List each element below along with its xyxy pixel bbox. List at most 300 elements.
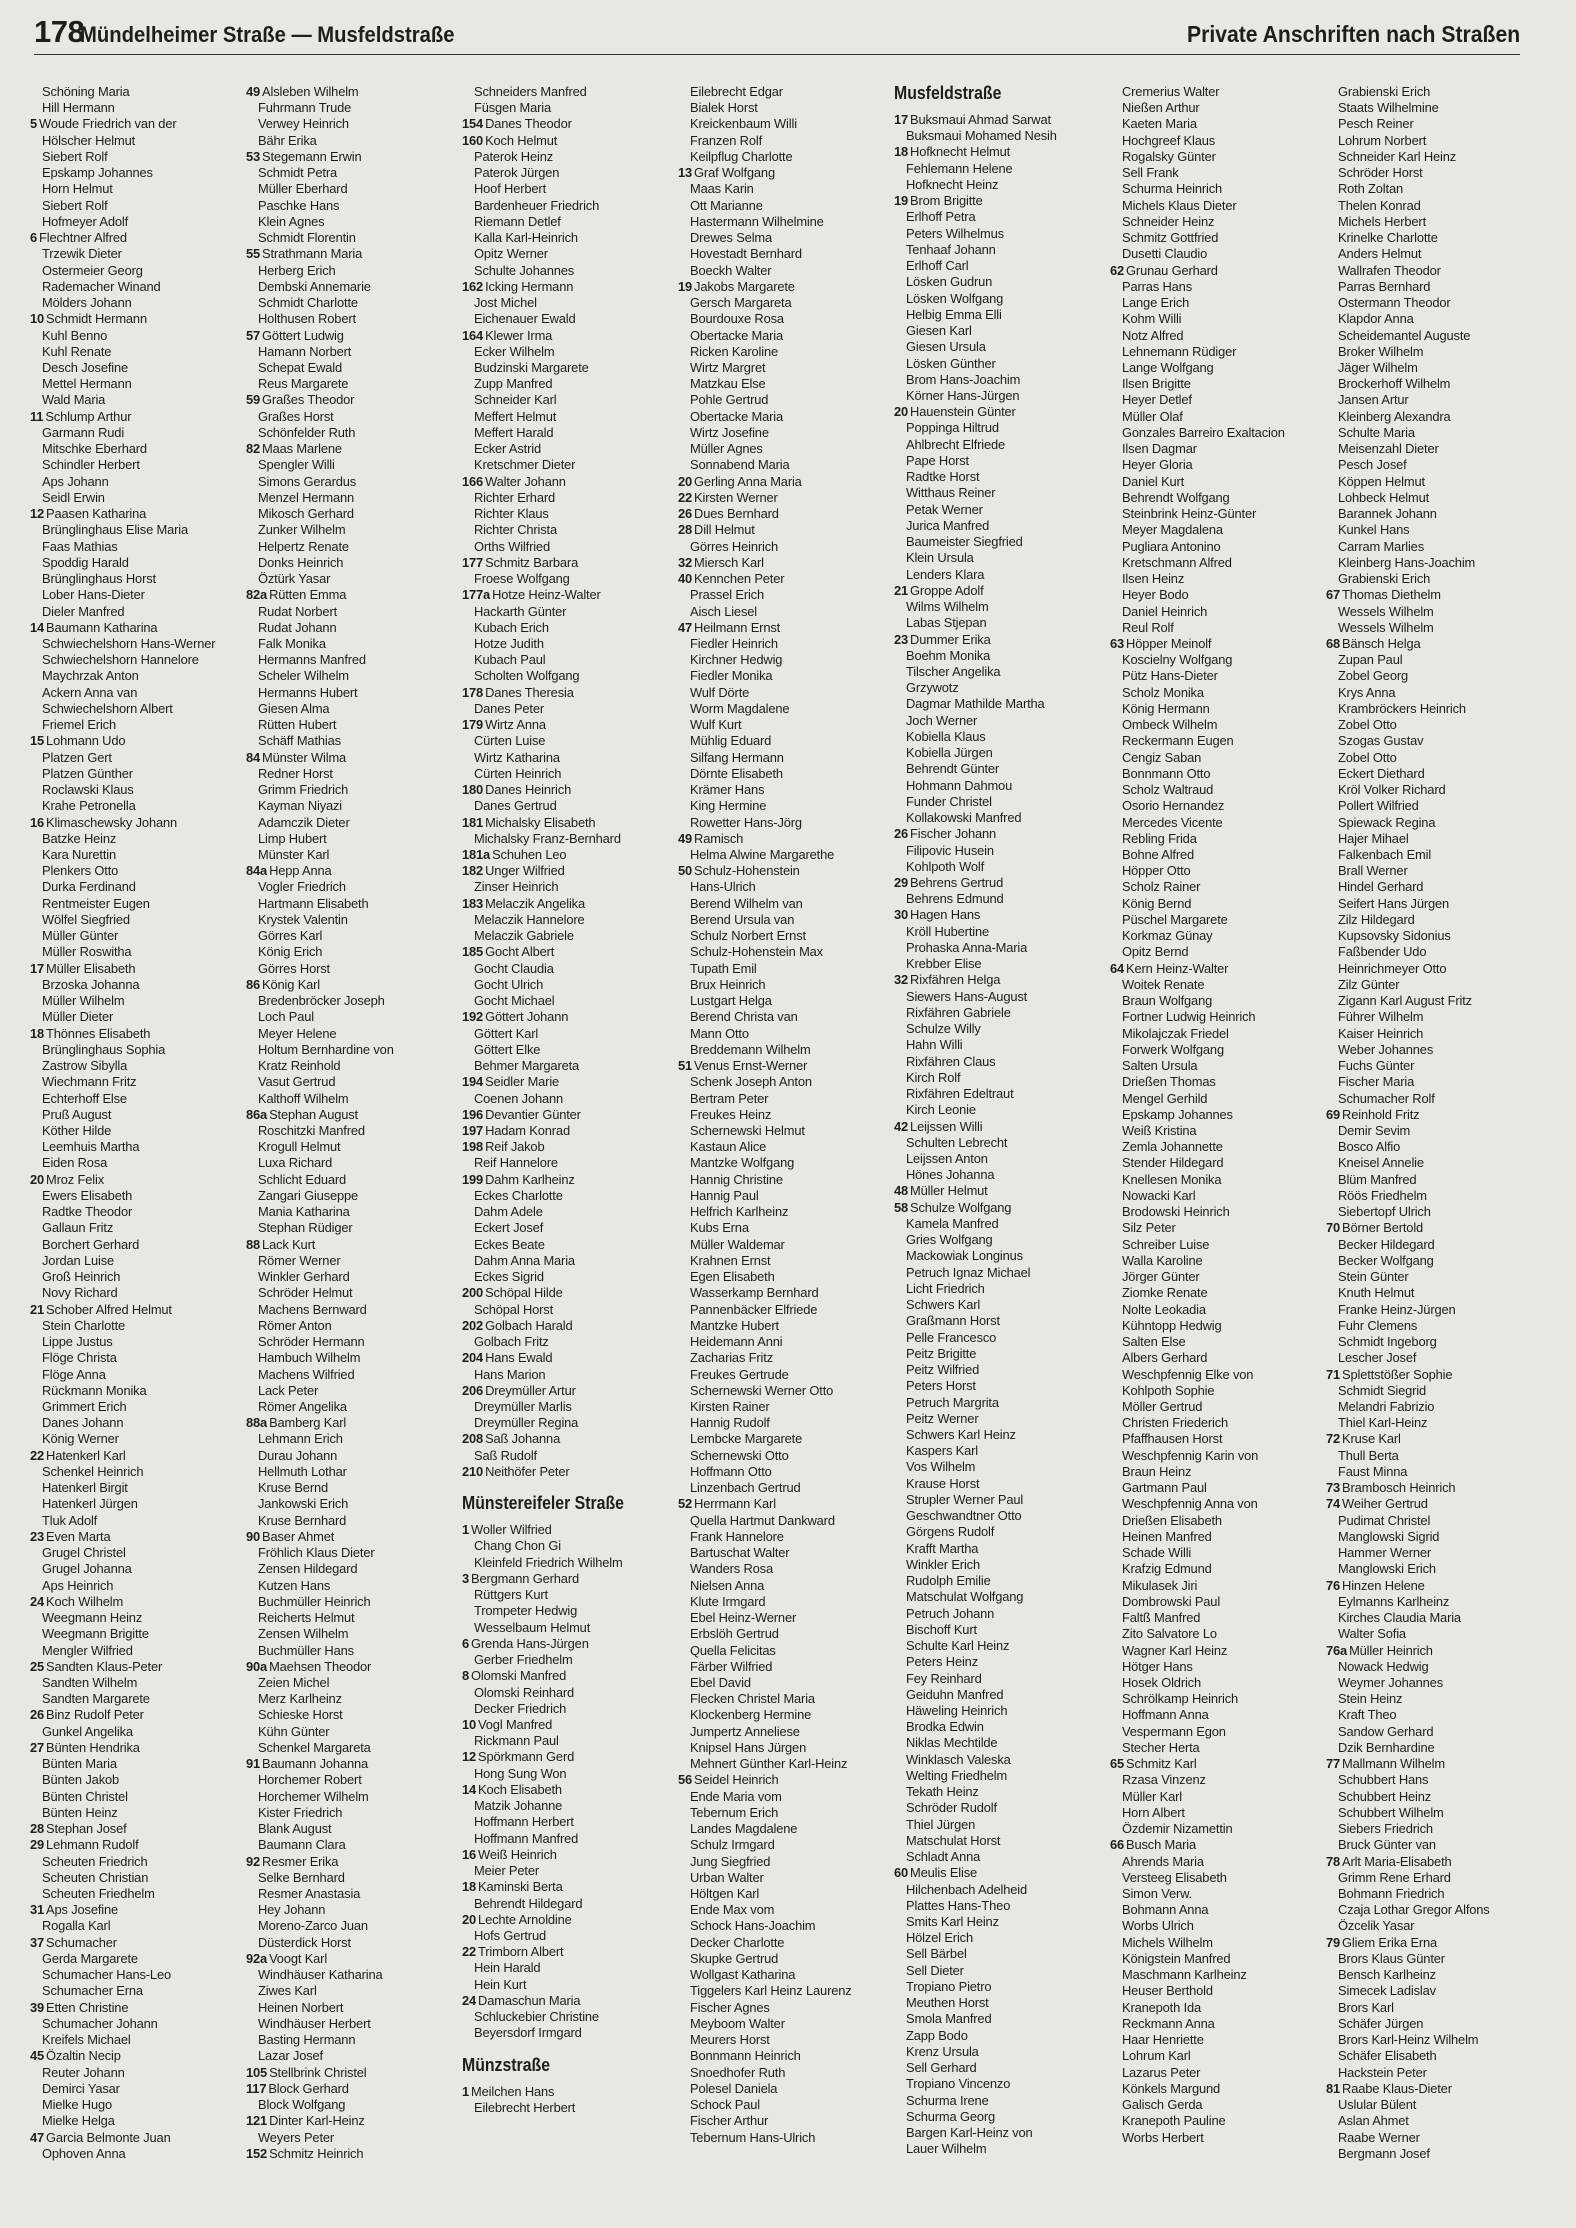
resident-entry bbox=[246, 506, 454, 522]
house-number: 181a bbox=[462, 847, 491, 863]
resident-entry bbox=[678, 912, 886, 928]
resident-name: Melandri Fabrizio bbox=[1338, 1398, 1435, 1414]
resident-name: Kruse Bernhard bbox=[258, 1512, 347, 1528]
resident-entry bbox=[894, 1671, 1102, 1687]
resident-name: Schumacher bbox=[46, 1934, 117, 1950]
house-number: 152 bbox=[246, 2145, 268, 2161]
resident-entry bbox=[894, 2109, 1102, 2125]
resident-entry bbox=[462, 1155, 670, 1171]
resident-name: Tenhaaf Johann bbox=[906, 241, 996, 257]
resident-entry bbox=[1326, 522, 1534, 538]
resident-name: Wallrafen Theodor bbox=[1338, 262, 1441, 278]
resident-entry bbox=[894, 323, 1102, 339]
house-number: 181 bbox=[462, 814, 484, 830]
resident-entry bbox=[246, 1805, 454, 1821]
resident-name: Worbs Ulrich bbox=[1122, 1918, 1194, 1934]
resident-entry bbox=[678, 1675, 886, 1691]
resident-name: Mettel Hermann bbox=[42, 376, 132, 392]
resident-name: Fiedler Heinrich bbox=[690, 635, 778, 651]
house-number: 10 bbox=[30, 311, 45, 327]
resident-entry bbox=[1110, 165, 1318, 181]
resident-entry bbox=[678, 1724, 886, 1740]
house-number: 65 bbox=[1110, 1756, 1125, 1772]
resident-name: Schindler Herbert bbox=[42, 457, 140, 473]
resident-name: Schenkel Heinrich bbox=[42, 1463, 144, 1479]
resident-name: Platzen Günther bbox=[42, 765, 133, 781]
resident-entry bbox=[462, 1863, 670, 1879]
resident-entry bbox=[30, 246, 238, 262]
resident-name: Baumann Katharina bbox=[46, 619, 158, 635]
resident-entry bbox=[462, 2084, 670, 2100]
resident-entry bbox=[30, 717, 238, 733]
resident-entry bbox=[894, 956, 1102, 972]
house-number: 21 bbox=[894, 582, 909, 598]
resident-entry bbox=[462, 1749, 670, 1765]
resident-name: Hannig Christine bbox=[690, 1171, 783, 1187]
resident-entry bbox=[678, 1886, 886, 1902]
resident-name: Meurers Horst bbox=[690, 2032, 770, 2048]
resident-entry bbox=[894, 599, 1102, 615]
house-number: 1 bbox=[462, 2083, 470, 2099]
resident-name: Tropiano Pietro bbox=[906, 1978, 992, 1994]
resident-entry bbox=[678, 1383, 886, 1399]
resident-name: Faßbender Udo bbox=[1338, 944, 1427, 960]
resident-name: Hoffmann Manfred bbox=[474, 1830, 579, 1846]
resident-entry bbox=[678, 620, 886, 636]
resident-name: Krenz Ursula bbox=[906, 2043, 979, 2059]
resident-name: Könkels Margund bbox=[1122, 2080, 1221, 2096]
resident-name: Lohbeck Helmut bbox=[1338, 489, 1430, 505]
resident-name: Heinen Norbert bbox=[258, 1999, 344, 2015]
resident-name: Koch Wilhelm bbox=[46, 1593, 124, 1609]
resident-entry bbox=[678, 1172, 886, 1188]
resident-name: Machens Bernward bbox=[258, 1301, 367, 1317]
resident-entry bbox=[678, 1123, 886, 1139]
resident-name: Voogt Karl bbox=[269, 1950, 328, 1966]
resident-entry bbox=[1110, 896, 1318, 912]
resident-name: Flöge Christa bbox=[42, 1350, 117, 1366]
resident-entry bbox=[246, 1740, 454, 1756]
house-number: 6 bbox=[462, 1635, 470, 1651]
resident-entry bbox=[1110, 863, 1318, 879]
resident-entry bbox=[1326, 782, 1534, 798]
resident-name: Hönes Johanna bbox=[906, 1167, 995, 1183]
resident-entry bbox=[1110, 652, 1318, 668]
resident-entry bbox=[894, 404, 1102, 420]
resident-name: Schurma Irene bbox=[906, 2092, 989, 2108]
resident-name: Herberg Erich bbox=[258, 262, 336, 278]
resident-entry bbox=[678, 2081, 886, 2097]
resident-entry bbox=[678, 1610, 886, 1626]
resident-entry bbox=[678, 506, 886, 522]
resident-entry bbox=[678, 1821, 886, 1837]
resident-name: Hepp Anna bbox=[269, 863, 332, 879]
resident-name: Wilms Wilhelm bbox=[906, 599, 989, 615]
resident-name: Olomski Manfred bbox=[471, 1668, 567, 1684]
resident-entry bbox=[30, 668, 238, 684]
resident-name: Versteeg Elisabeth bbox=[1122, 1869, 1227, 1885]
resident-entry bbox=[678, 1026, 886, 1042]
resident-entry bbox=[894, 112, 1102, 128]
resident-entry bbox=[30, 750, 238, 766]
resident-name: Melaczik Angelika bbox=[485, 895, 585, 911]
resident-name: Zinser Heinrich bbox=[474, 879, 559, 895]
resident-name: Eckes Beate bbox=[474, 1236, 545, 1252]
resident-name: Scholz Monika bbox=[1122, 684, 1204, 700]
resident-name: Scheler Wilhelm bbox=[258, 668, 349, 684]
resident-name: Dahm Adele bbox=[474, 1204, 543, 1220]
resident-entry bbox=[462, 1879, 670, 1895]
resident-name: Weschpfennig Karin von bbox=[1122, 1447, 1259, 1463]
resident-name: Kaspers Karl bbox=[906, 1443, 978, 1459]
house-number: 1 bbox=[462, 1522, 470, 1538]
resident-entry bbox=[894, 2125, 1102, 2141]
resident-entry bbox=[30, 1302, 238, 1318]
house-number: 69 bbox=[1326, 1106, 1341, 1122]
resident-name: Hosek Oldrich bbox=[1122, 1674, 1202, 1690]
resident-name: Fey Reinhard bbox=[906, 1670, 982, 1686]
house-number: 90 bbox=[246, 1528, 261, 1544]
resident-name: Schneider Heinz bbox=[1122, 213, 1215, 229]
resident-name: Schmitz Gottfried bbox=[1122, 230, 1219, 246]
house-number: 204 bbox=[462, 1350, 484, 1366]
resident-entry bbox=[678, 831, 886, 847]
resident-entry bbox=[246, 246, 454, 262]
resident-name: Batzke Heinz bbox=[42, 830, 117, 846]
resident-entry bbox=[678, 1318, 886, 1334]
resident-name: Schladt Anna bbox=[906, 1849, 981, 1865]
resident-entry bbox=[1326, 490, 1534, 506]
resident-entry bbox=[894, 1882, 1102, 1898]
resident-name: Forwerk Wolfgang bbox=[1122, 1041, 1224, 1057]
resident-name: Hans Marion bbox=[474, 1366, 546, 1382]
resident-name: Münster Wilma bbox=[262, 749, 347, 765]
house-number: 32 bbox=[894, 972, 909, 988]
resident-name: Mikosch Gerhard bbox=[258, 506, 354, 522]
resident-entry bbox=[894, 907, 1102, 923]
resident-name: Mikulasek Jiri bbox=[1122, 1577, 1198, 1593]
resident-entry bbox=[1326, 1983, 1534, 1999]
resident-entry bbox=[1326, 376, 1534, 392]
resident-entry bbox=[246, 360, 454, 376]
resident-name: Müller Olaf bbox=[1122, 408, 1183, 424]
resident-name: Zeien Michel bbox=[258, 1674, 330, 1690]
resident-entry bbox=[894, 1395, 1102, 1411]
resident-name: Reus Margarete bbox=[258, 376, 349, 392]
resident-name: Eckert Diethard bbox=[1338, 765, 1425, 781]
resident-entry bbox=[1110, 1805, 1318, 1821]
resident-entry bbox=[1110, 1367, 1318, 1383]
resident-entry bbox=[30, 863, 238, 879]
house-number: 40 bbox=[678, 571, 693, 587]
resident-entry bbox=[246, 1578, 454, 1594]
resident-entry bbox=[894, 291, 1102, 307]
resident-entry bbox=[462, 116, 670, 132]
resident-name: Heyer Gloria bbox=[1122, 457, 1193, 473]
resident-entry bbox=[678, 474, 886, 490]
resident-name: Prassel Erich bbox=[690, 587, 764, 603]
resident-name: Behrens Edmund bbox=[906, 891, 1004, 907]
resident-entry bbox=[246, 896, 454, 912]
resident-entry bbox=[30, 490, 238, 506]
resident-name: Cürten Heinrich bbox=[474, 765, 562, 781]
resident-entry bbox=[30, 1464, 238, 1480]
resident-entry bbox=[246, 198, 454, 214]
house-number: 27 bbox=[30, 1739, 45, 1755]
resident-entry bbox=[1110, 1610, 1318, 1626]
resident-entry bbox=[678, 717, 886, 733]
resident-entry bbox=[462, 1928, 670, 1944]
resident-name: Meyboom Walter bbox=[690, 2015, 785, 2031]
house-number: 14 bbox=[462, 1781, 477, 1797]
resident-entry bbox=[1110, 214, 1318, 230]
resident-name: König Bernd bbox=[1122, 895, 1192, 911]
resident-name: Maas Karin bbox=[690, 181, 754, 197]
resident-name: Smits Karl Heinz bbox=[906, 1914, 999, 1930]
resident-entry bbox=[1110, 1155, 1318, 1171]
resident-entry bbox=[678, 1367, 886, 1383]
resident-name: Simon Verw. bbox=[1122, 1886, 1192, 1902]
resident-name: Ramisch bbox=[694, 830, 744, 846]
resident-name: Behrendt Günter bbox=[906, 761, 1000, 777]
resident-entry bbox=[246, 733, 454, 749]
resident-entry bbox=[1326, 84, 1534, 100]
resident-name: Spoddig Harald bbox=[42, 554, 129, 570]
resident-name: Ilsen Brigitte bbox=[1122, 376, 1191, 392]
resident-name: Buchmüller Hans bbox=[258, 1642, 354, 1658]
resident-name: Peters Wilhelmus bbox=[906, 225, 1004, 241]
resident-name: Siebert Rolf bbox=[42, 148, 108, 164]
resident-name: Krahnen Ernst bbox=[690, 1252, 771, 1268]
resident-name: Siebers Friedrich bbox=[1338, 1821, 1433, 1837]
resident-entry bbox=[894, 891, 1102, 907]
resident-entry bbox=[246, 295, 454, 311]
house-number: 66 bbox=[1110, 1837, 1125, 1853]
resident-name: Höpper Meinolf bbox=[1126, 635, 1212, 651]
resident-name: Worbs Herbert bbox=[1122, 2129, 1204, 2145]
resident-entry bbox=[246, 1854, 454, 1870]
resident-name: Hartmann Elisabeth bbox=[258, 895, 369, 911]
resident-name: Ebel Heinz-Werner bbox=[690, 1610, 797, 1626]
resident-entry bbox=[678, 1431, 886, 1447]
resident-name: Splettstößer Sophie bbox=[1342, 1366, 1453, 1382]
resident-name: Wagner Karl Heinz bbox=[1122, 1642, 1228, 1658]
resident-name: Kobiella Klaus bbox=[906, 728, 986, 744]
resident-entry bbox=[246, 328, 454, 344]
resident-name: Hamann Norbert bbox=[258, 343, 352, 359]
resident-entry bbox=[678, 1561, 886, 1577]
resident-name: Hannig Rudolf bbox=[690, 1415, 770, 1431]
resident-entry bbox=[462, 636, 670, 652]
resident-name: Jurica Manfred bbox=[906, 517, 990, 533]
resident-name: Scholz Rainer bbox=[1122, 879, 1201, 895]
house-number: 45 bbox=[30, 2048, 45, 2064]
resident-name: Sell Gerhard bbox=[906, 2060, 977, 2076]
resident-entry bbox=[30, 344, 238, 360]
resident-entry bbox=[1110, 2130, 1318, 2146]
resident-name: Schlicht Eduard bbox=[258, 1171, 347, 1187]
resident-entry bbox=[1110, 977, 1318, 993]
resident-name: Pollert Wilfried bbox=[1338, 798, 1419, 814]
resident-name: Schulte Maria bbox=[1338, 424, 1415, 440]
resident-name: Coenen Johann bbox=[474, 1090, 564, 1106]
resident-entry bbox=[1326, 1805, 1534, 1821]
resident-entry bbox=[678, 1091, 886, 1107]
resident-name: Pütz Hans-Dieter bbox=[1122, 668, 1218, 684]
resident-name: Gliem Erika Erna bbox=[1342, 1934, 1438, 1950]
resident-name: Kirches Claudia Maria bbox=[1338, 1610, 1461, 1626]
resident-entry bbox=[678, 1074, 886, 1090]
resident-entry bbox=[30, 392, 238, 408]
resident-entry bbox=[678, 522, 886, 538]
resident-entry bbox=[1326, 1707, 1534, 1723]
resident-name: Heyer Bodo bbox=[1122, 587, 1189, 603]
resident-name: Lack Peter bbox=[258, 1382, 319, 1398]
resident-name: Hermanns Hubert bbox=[258, 684, 358, 700]
resident-entry bbox=[462, 1383, 670, 1399]
resident-name: Scholten Wolfgang bbox=[474, 668, 580, 684]
resident-entry bbox=[678, 246, 886, 262]
resident-entry bbox=[894, 1346, 1102, 1362]
resident-entry bbox=[30, 539, 238, 555]
resident-entry bbox=[462, 1204, 670, 1220]
house-number: 8 bbox=[462, 1668, 470, 1684]
resident-name: Wanders Rosa bbox=[690, 1561, 773, 1577]
resident-entry bbox=[1110, 912, 1318, 928]
resident-name: Busch Maria bbox=[1126, 1837, 1197, 1853]
street-heading: Musfeldstraße bbox=[894, 84, 1002, 103]
resident-entry bbox=[1110, 1042, 1318, 1058]
resident-entry bbox=[1110, 831, 1318, 847]
resident-name: Nolte Leokadia bbox=[1122, 1301, 1206, 1317]
resident-entry bbox=[678, 1707, 886, 1723]
resident-entry bbox=[894, 258, 1102, 274]
resident-name: Winklasch Valeska bbox=[906, 1751, 1011, 1767]
resident-name: Eichenauer Ewald bbox=[474, 311, 576, 327]
resident-name: Rixfähren Claus bbox=[906, 1053, 996, 1069]
resident-entry bbox=[678, 1513, 886, 1529]
resident-name: Radtke Horst bbox=[906, 469, 980, 485]
resident-name: Galisch Gerda bbox=[1122, 2097, 1203, 2113]
resident-entry bbox=[678, 490, 886, 506]
resident-name: Lauer Wilhelm bbox=[906, 2141, 987, 2157]
resident-name: Brodowski Heinrich bbox=[1122, 1204, 1230, 1220]
house-number: 22 bbox=[678, 489, 693, 505]
resident-entry bbox=[462, 328, 670, 344]
resident-name: Reinhold Fritz bbox=[1342, 1106, 1420, 1122]
resident-entry bbox=[894, 1524, 1102, 1540]
resident-entry bbox=[1326, 1318, 1534, 1334]
resident-entry bbox=[30, 1091, 238, 1107]
resident-entry bbox=[894, 1248, 1102, 1264]
resident-entry bbox=[246, 1772, 454, 1788]
resident-name: Kreickenbaum Willi bbox=[690, 116, 797, 132]
resident-name: Grimm Friedrich bbox=[258, 782, 349, 798]
resident-name: Hilchenbach Adelheid bbox=[906, 1881, 1027, 1897]
resident-name: Platzen Gert bbox=[42, 749, 112, 765]
resident-name: Schubbert Heinz bbox=[1338, 1788, 1432, 1804]
resident-name: Groß Heinrich bbox=[42, 1269, 121, 1285]
resident-name: Mitschke Eberhard bbox=[42, 441, 147, 457]
house-number: 18 bbox=[462, 1879, 477, 1895]
resident-name: Roclawski Klaus bbox=[42, 782, 134, 798]
resident-entry bbox=[678, 1772, 886, 1788]
house-number: 84 bbox=[246, 749, 261, 765]
resident-name: Saß Johanna bbox=[485, 1431, 561, 1447]
resident-name: Trompeter Hedwig bbox=[474, 1603, 578, 1619]
resident-entry bbox=[894, 144, 1102, 160]
resident-entry bbox=[30, 198, 238, 214]
resident-entry bbox=[1326, 1870, 1534, 1886]
resident-entry bbox=[1326, 912, 1534, 928]
resident-entry bbox=[678, 2097, 886, 2113]
resident-name: Jumpertz Anneliese bbox=[690, 1723, 800, 1739]
resident-name: Grunau Gerhard bbox=[1126, 262, 1218, 278]
resident-entry bbox=[1110, 1123, 1318, 1139]
resident-name: Schöpal Horst bbox=[474, 1301, 554, 1317]
resident-name: Schwers Karl Heinz bbox=[906, 1426, 1016, 1442]
resident-name: Niklas Mechtilde bbox=[906, 1735, 998, 1751]
resident-name: Epskamp Johannes bbox=[42, 165, 153, 181]
resident-entry bbox=[30, 1643, 238, 1659]
resident-name: Rzasa Vinzenz bbox=[1122, 1772, 1206, 1788]
resident-name: Luxa Richard bbox=[258, 1155, 333, 1171]
resident-name: Lösken Günther bbox=[906, 355, 996, 371]
resident-name: Schulze Wolfgang bbox=[910, 1199, 1012, 1215]
resident-name: Selke Bernhard bbox=[258, 1869, 345, 1885]
resident-name: Opitz Werner bbox=[474, 246, 548, 262]
resident-name: Dagmar Mathilde Martha bbox=[906, 696, 1045, 712]
resident-entry bbox=[462, 928, 670, 944]
resident-entry bbox=[462, 344, 670, 360]
resident-entry bbox=[246, 587, 454, 603]
house-number: 154 bbox=[462, 116, 484, 132]
resident-name: Cürten Luise bbox=[474, 733, 546, 749]
house-number: 88a bbox=[246, 1415, 268, 1431]
resident-name: Buksmaui Mohamed Nesih bbox=[906, 128, 1057, 144]
resident-entry bbox=[1326, 896, 1534, 912]
resident-entry bbox=[246, 1026, 454, 1042]
resident-entry bbox=[1326, 1026, 1534, 1042]
resident-name: Block Gerhard bbox=[268, 2080, 349, 2096]
resident-entry bbox=[1326, 1464, 1534, 1480]
resident-name: Führer Wilhelm bbox=[1338, 1009, 1424, 1025]
resident-entry bbox=[462, 1107, 670, 1123]
resident-name: Brockerhoff Wilhelm bbox=[1338, 376, 1451, 392]
resident-name: Ebel David bbox=[690, 1674, 751, 1690]
resident-name: Egen Elisabeth bbox=[690, 1269, 775, 1285]
resident-name: Gocht Michael bbox=[474, 993, 555, 1009]
resident-entry bbox=[1110, 2113, 1318, 2129]
resident-name: Wirtz Margret bbox=[690, 359, 766, 375]
resident-name: Drewes Selma bbox=[690, 230, 773, 246]
resident-entry bbox=[894, 420, 1102, 436]
resident-entry bbox=[894, 859, 1102, 875]
resident-name: Hofknecht Heinz bbox=[906, 176, 999, 192]
resident-entry bbox=[1326, 539, 1534, 555]
resident-name: Danes Theresia bbox=[485, 684, 574, 700]
house-number: 28 bbox=[30, 1821, 45, 1837]
resident-entry bbox=[1326, 1155, 1534, 1171]
resident-entry bbox=[1326, 1367, 1534, 1383]
resident-entry bbox=[246, 1237, 454, 1253]
resident-entry bbox=[246, 2065, 454, 2081]
resident-name: Schöpal Hilde bbox=[485, 1285, 563, 1301]
resident-entry bbox=[246, 604, 454, 620]
resident-name: Weegmann Brigitte bbox=[42, 1626, 149, 1642]
resident-entry bbox=[1110, 733, 1318, 749]
resident-entry bbox=[246, 1172, 454, 1188]
